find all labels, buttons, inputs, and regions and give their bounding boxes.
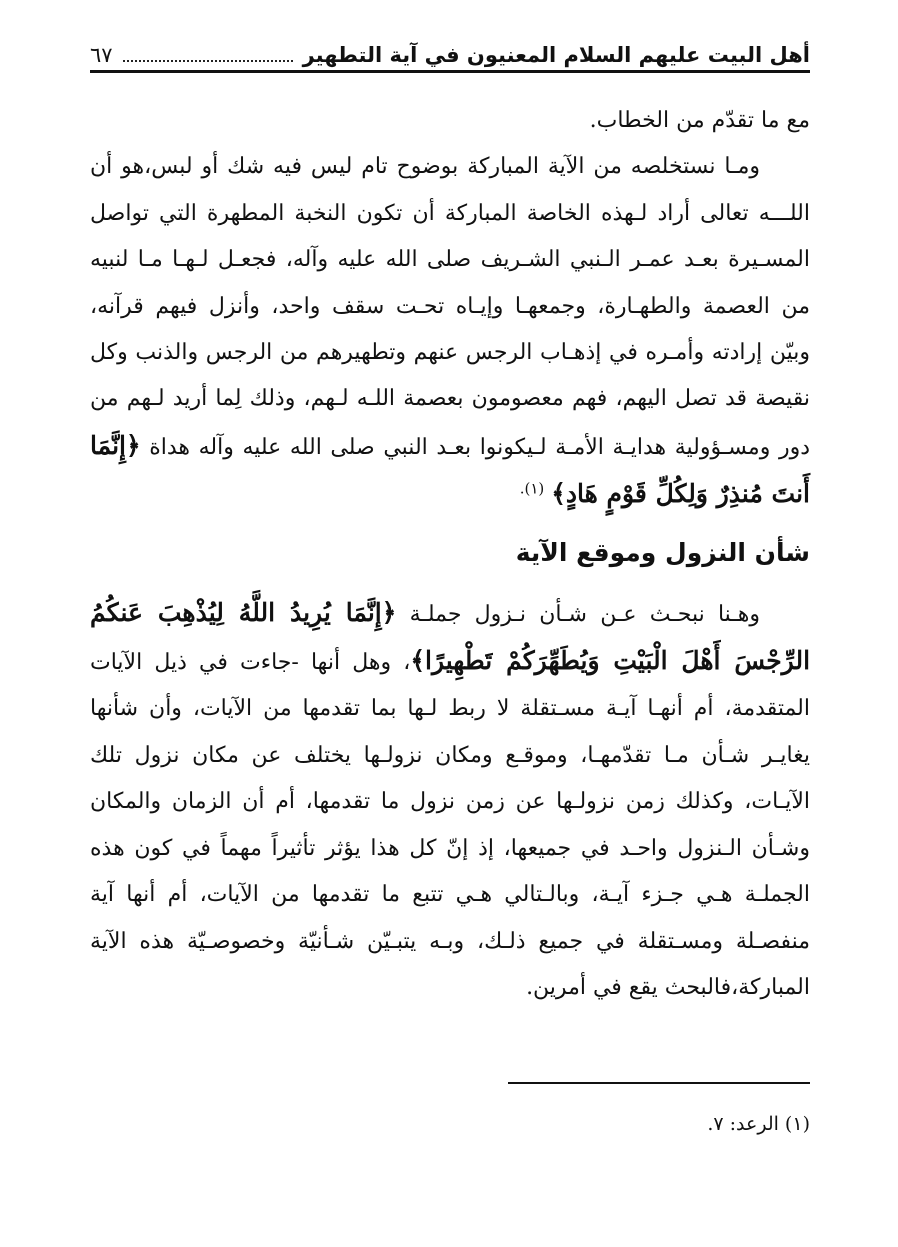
- header-title: أهل البيت عليهم السلام المعنيون في آية التطهير: [302, 43, 810, 67]
- paragraph-2: [90, 144, 810, 519]
- footnote-divider: [508, 1082, 810, 1084]
- footnote-reference: (١).: [519, 479, 545, 498]
- header-divider: [90, 70, 810, 73]
- paragraph-3-rest: ، وهل أنها -جاءت في ذيل الآيات المتقدمة، أم أنهـا آيـة مسـتقلة لا ربط لـها بما تقدمها من الآيات، وأن شأنها يغايـر شـأن مـا تقدّمهـا، وموقـع ومكان نزولـها يختلف عن مكان نزول تلك الآيـات، وكذلك زمن نزولـها عن زمن نزول ما تقدمها، أم أن الزمان والمكان وشـأن الـنزول واحـد في جميعها، إذ إنّ كل هذا يؤثر تأثيراً مهماً في كون هذه الجملـة هـي جـزء آيـة، وبالـتالي هـي تتبع ما تقدمها من الآيات، أم أنها آية منفصـلة ومسـتقلة في جميع ذلـك، وبـه يتبـيّن شـأنيّة وخصوصـيّة هذه الآية المباركة،فالبحث يقع في أمرين.: [90, 650, 810, 1000]
- quran-verse-2: ﴿إِنَّمَا يُرِيدُ اللَّهُ لِيُذْهِبَ عَنكُمُ الرِّجْسَ أَهْلَ الْبَيْتِ وَيُطَهِّرَكُمْ تَطْهِيرًا﴾: [90, 597, 811, 676]
- paragraph-3-start: وهـنا نبحـث عـن شـأن نـزول جملـة: [409, 601, 760, 627]
- header-leader-dots: [123, 60, 293, 62]
- paragraph-3: [90, 590, 810, 1012]
- paragraph-1: مع ما تقدّم من الخطاب.: [589, 108, 810, 133]
- footnote: (١) الرعد: ٧.: [707, 1113, 810, 1135]
- paragraph-2-text: ومـا نستخلصه من الآية المباركة بوضوح تام ليس فيه شك أو لبس،هو أن اللـــه تعالى أراد لـهذه الخاصة المباركة أن تكون النخبة المطهرة التي تواصل المسـيرة بعـد عمـر الـنبي الشـريف صلى الله عليه وآله، فجعـل لـهـا مـا لنبيه من العصمة والطهـارة، وجمعهـا وإيـاه تحـت سقف واحد، وأنزل فيهم قرآنه، وبيّن إرادته وأمـره في إذهـاب الرجس عنهم وتطهيرهم من الرجس والذنب وكل نقيصة قد تصل اليهم، فهم معصومون بعصمة اللـه لـهم، وذلك لِما أريد لـهم من دور ومسـؤولية هدايـة الأمـة لـيكونوا بعـد النبي صلى الله عليه وآله هداة: [90, 154, 810, 460]
- page-number: ٦٧: [90, 43, 113, 67]
- quran-verse-1: ﴿إِنَّمَا أَنتَ مُنذِرٌ وَلِكُلِّ قَوْمٍ هَادٍ﴾: [90, 430, 810, 509]
- section-heading: شأن النزول وموقع الآية: [515, 537, 810, 567]
- main-text: [90, 98, 810, 1011]
- running-header: [90, 32, 810, 70]
